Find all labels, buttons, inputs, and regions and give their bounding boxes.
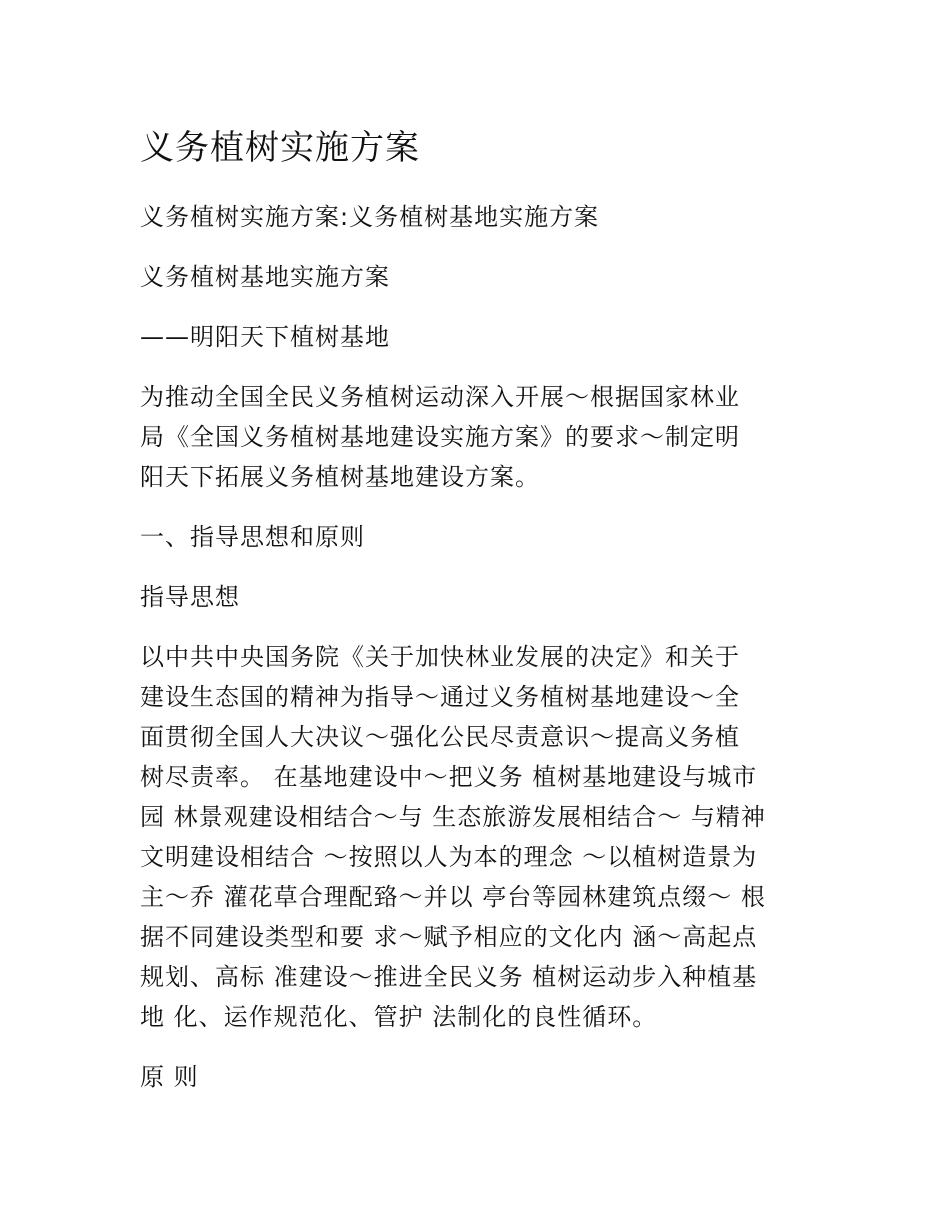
text-line: 园 林景观建设相结合～与 生态旅游发展相结合～ 与精神 bbox=[140, 803, 766, 831]
text-line: 树尽责率。 在基地建设中～把义务 植树基地建设与城市 bbox=[140, 763, 758, 791]
text-line: 局《全国义务植树基地建设实施方案》的要求～制定明 bbox=[140, 423, 740, 451]
byline-paragraph bbox=[140, 317, 820, 357]
text-line: 据不同建设类型和要 求～赋予相应的文化内 涵～高起点 bbox=[140, 923, 758, 951]
text-line: 文明建设相结合 ～按照以人为本的理念 ～以植树造景为 bbox=[140, 843, 758, 871]
document-title: 义务植树实施方案 bbox=[140, 128, 420, 168]
text-line: 以中共中央国务院《关于加快林业发展的决定》和关于 bbox=[140, 643, 740, 671]
text-line: 面贯彻全国人大决议～强化公民尽责意识～提高义务植 bbox=[140, 723, 740, 751]
text-line: 原 则 bbox=[140, 1063, 199, 1091]
subtitle-paragraph bbox=[140, 197, 820, 237]
text-line: 主～乔 灌花草合理配臵～并以 亭台等园林建筑点缀～ 根 bbox=[140, 883, 766, 911]
text-line: ——明阳天下植树基地 bbox=[140, 323, 390, 351]
document-page bbox=[140, 118, 820, 1117]
text-line: 地 化、运作规范化、管护 法制化的良性循环。 bbox=[140, 1003, 658, 1031]
text-line: 义务植树基地实施方案 bbox=[140, 263, 390, 291]
text-line: 一、指导思想和原则 bbox=[140, 523, 365, 551]
text-line: 规划、高标 准建设～推进全民义务 植树运动步入种植基 bbox=[140, 963, 758, 991]
body-paragraph bbox=[140, 637, 820, 1037]
text-line: 建设生态国的精神为指导～通过义务植树基地建设～全 bbox=[140, 683, 740, 711]
section-heading-base-plan bbox=[140, 257, 820, 297]
text-line: 为推动全国全民义务植树运动深入开展～根据国家林业 bbox=[140, 383, 740, 411]
text-line: 指导思想 bbox=[140, 583, 240, 611]
subheading-guiding-thought bbox=[140, 577, 820, 617]
section-heading-guiding-ideas bbox=[140, 517, 820, 557]
intro-paragraph bbox=[140, 377, 820, 497]
text-line: 阳天下拓展义务植树基地建设方案。 bbox=[140, 463, 540, 491]
text-line: 义务植树实施方案:义务植树基地实施方案 bbox=[140, 203, 600, 231]
subheading-principles bbox=[140, 1057, 820, 1097]
